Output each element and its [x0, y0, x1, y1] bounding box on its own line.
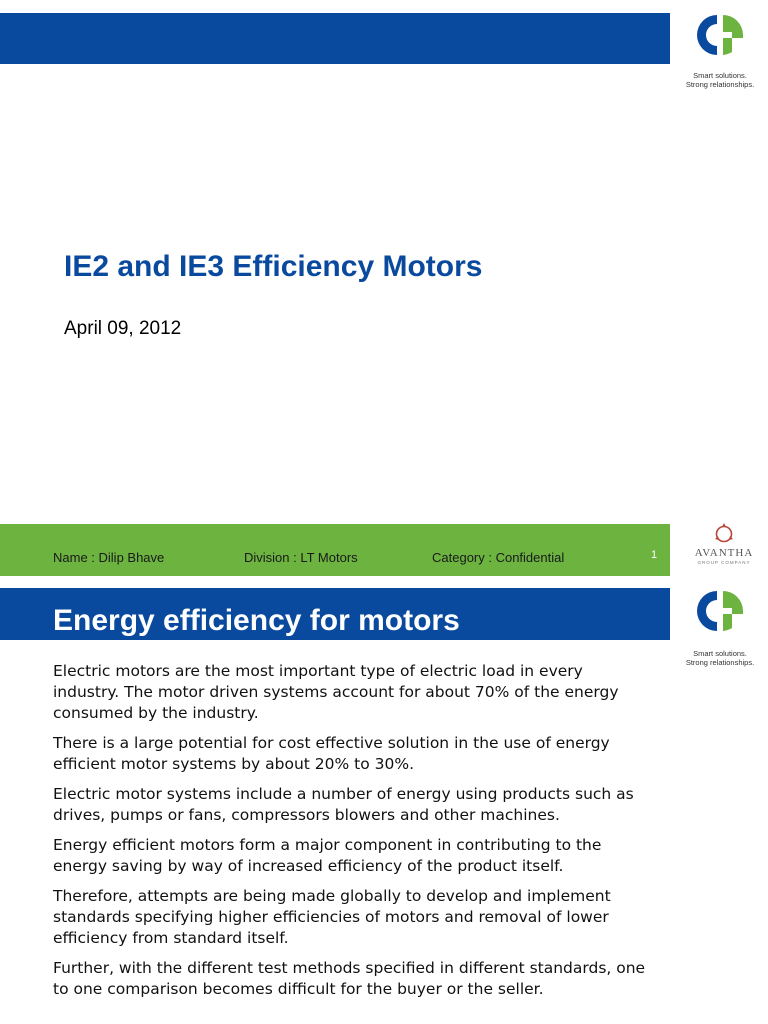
- content-slide: [0, 580, 768, 1024]
- footer-band: [0, 524, 670, 576]
- cg-logo: [675, 584, 765, 667]
- tagline-line1: Smart solutions.: [693, 649, 747, 658]
- avantha-logo: [684, 522, 764, 572]
- body-paragraph: Electric motors are the most important type of electric load in every industry. The motor driven systems account for about 70% of the energy consumed by the industry.: [53, 662, 619, 722]
- slide-title: Energy efficiency for motors: [53, 604, 460, 637]
- avantha-name: AVANTHA: [694, 547, 754, 559]
- footer-name: Name : Dilip Bhave: [53, 550, 165, 565]
- title-band: [0, 588, 670, 640]
- tagline-line2: Strong relationships.: [685, 80, 755, 89]
- avantha-sub: GROUP COMPANY: [697, 560, 751, 565]
- body-paragraph: Energy efficient motors form a major component in contributing to the energy saving by way of increased efficiency of the product itself.: [53, 836, 602, 875]
- footer-category: Category : Confidential: [432, 550, 565, 565]
- page-number: 1: [651, 549, 658, 561]
- footer-division: Division : LT Motors: [244, 550, 358, 565]
- body-paragraph: Therefore, attempts are being made globally to develop and implement standards specifying higher efficiencies of motors and removal of lower efficiency from standard itself.: [53, 887, 611, 947]
- body-paragraph: There is a large potential for cost effective solution in the use of energy efficient motor systems by about 20% to 30%.: [53, 734, 610, 773]
- slide-body: [53, 661, 653, 1009]
- cg-logo-icon: [689, 8, 751, 62]
- cg-logo: [675, 8, 765, 88]
- tagline-line2: Strong relationships.: [685, 658, 755, 667]
- header-band: [0, 13, 670, 64]
- body-paragraph: Electric motor systems include a number of energy using products such as drives, pumps or fans, compressors blowers and other machines.: [53, 785, 634, 824]
- cg-tagline: [675, 71, 765, 89]
- cg-logo-icon: [689, 584, 751, 638]
- body-paragraph: Further, with the different test methods specified in different standards, one to one comparison becomes difficult for the buyer or the seller.: [53, 959, 646, 998]
- presentation-date: April 09, 2012: [64, 318, 182, 339]
- presentation-title: IE2 and IE3 Efficiency Motors: [64, 250, 483, 283]
- avantha-emblem-icon: [712, 522, 736, 544]
- cg-tagline: [675, 649, 765, 667]
- tagline-line1: Smart solutions.: [693, 71, 747, 80]
